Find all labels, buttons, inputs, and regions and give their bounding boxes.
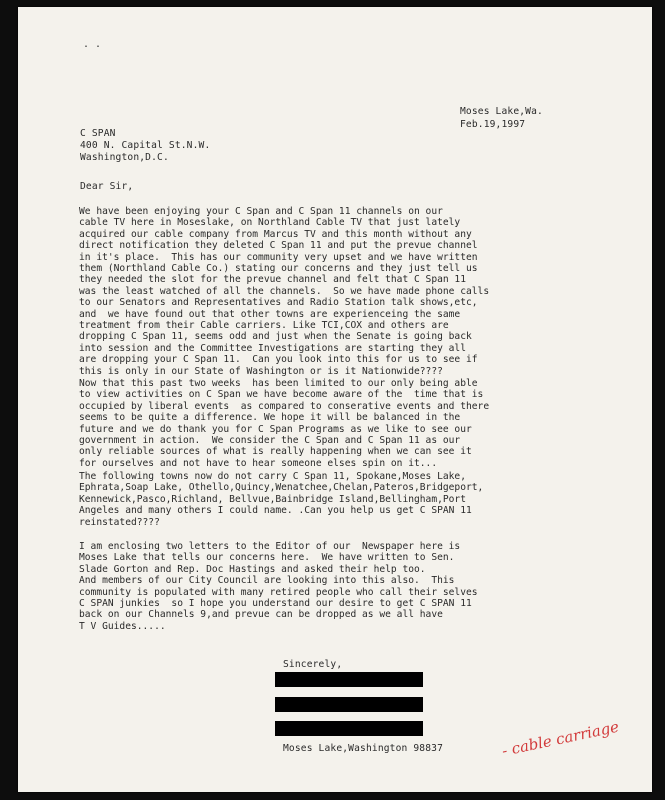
signature-location: Moses Lake,Washington 98837	[283, 743, 443, 754]
recipient-street: 400 N. Capital St.N.W.	[80, 140, 211, 151]
paragraph-line: acquired our cable company from Marcus TV and this month without any	[79, 228, 472, 240]
paragraph-line: Moses Lake that tells our concerns here. We have written to Sen.	[79, 552, 455, 564]
paragraph-line: them (Northland Cable Co.) stating our concerns and they just tell us	[79, 263, 478, 275]
paragraph-line: in it's place. This has our community very upset and we have written	[79, 251, 478, 263]
paragraph-1	[79, 206, 639, 377]
header-marks: . .	[83, 39, 102, 50]
paragraph-line: T V Guides.....	[79, 620, 166, 632]
paragraph-line: for ourselves and not have to hear someone elses spin on it...	[79, 457, 438, 469]
paragraph-line: occupied by liberal events as compared to conserative events and there	[79, 400, 490, 412]
redaction-bar	[275, 672, 423, 687]
paragraph-line: Slade Gorton and Rep. Doc Hastings and asked their help too.	[79, 563, 426, 575]
paragraph-line: this is only in our State of Washington or is it Nationwide????	[79, 365, 443, 377]
redaction-bar	[275, 721, 423, 736]
paragraph-2	[79, 378, 639, 469]
paragraph-line: dropping C Span 11, seems odd and just when the Senate is going back	[79, 331, 472, 343]
paragraph-line: direct notification they deleted C Span 11 and put the prevue channel	[79, 240, 478, 252]
paragraph-line: into session and the Committee Investigations are starting they all	[79, 342, 466, 354]
recipient-name: C SPAN	[80, 128, 116, 139]
paragraph-line: The following towns now do not carry C Span 11, Spokane,Moses Lake,	[79, 471, 466, 482]
paragraph-line: reinstated????	[79, 516, 160, 528]
paragraph-4	[79, 541, 639, 632]
paragraph-line: was the least watched of all the channels. So we have made phone calls	[79, 285, 490, 297]
sender-city: Moses Lake,Wa.	[460, 106, 543, 117]
paragraph-line: treatment from their Cable carriers. Like TCI,COX and others are	[79, 320, 449, 332]
paragraph-line: are dropping your C Span 11. Can you look into this for us to see if	[79, 354, 478, 366]
closing: Sincerely,	[283, 659, 343, 670]
paragraph-3	[79, 471, 639, 528]
paragraph-line: Ephrata,Soap Lake, Othello,Quincy,Wenatchee,Chelan,Pateros,Bridgeport,	[79, 482, 484, 494]
paragraph-line: Now that this past two weeks has been limited to our only being able	[79, 378, 478, 389]
paragraph-line: seems to be quite a difference. We hope it will be balanced in the	[79, 412, 461, 424]
recipient-city: Washington,D.C.	[80, 152, 169, 163]
letter-page	[18, 7, 652, 792]
paragraph-line: and we have found out that other towns are experienceing the same	[79, 308, 461, 320]
redaction-bar	[275, 697, 423, 712]
letter-date: Feb.19,1997	[460, 119, 526, 130]
paragraph-line: government in action. We consider the C Span and C Span 11 as our	[79, 435, 461, 447]
paragraph-line: And members of our City Council are looking into this also. This	[79, 575, 455, 587]
paragraph-line: future and we do thank you for C Span Programs as we like to see our	[79, 423, 472, 435]
paragraph-line: Angeles and many others I could name. .Can you help us get C SPAN 11	[79, 505, 472, 517]
paragraph-line: to our Senators and Representatives and Radio Station talk shows,etc,	[79, 297, 478, 309]
paragraph-line: to view activities on C Span we have become aware of the time that is	[79, 389, 484, 401]
paragraph-line: cable TV here in Moseslake, on Northland Cable TV that just lately	[79, 217, 461, 229]
paragraph-line: We have been enjoying your C Span and C Span 11 channels on our	[79, 206, 443, 217]
paragraph-line: they needed the slot for the prevue channel and felt that C Span 11	[79, 274, 466, 286]
paragraph-line: only reliable sources of what is really happening when we can see it	[79, 446, 472, 458]
handwritten-note: - cable carriage	[500, 717, 621, 760]
paragraph-line: community is populated with many retired people who call their selves	[79, 586, 478, 598]
paragraph-line: I am enclosing two letters to the Editor of our Newspaper here is	[79, 541, 461, 552]
paragraph-line: back on our Channels 9,and prevue can be dropped as we all have	[79, 609, 443, 621]
paragraph-line: C SPAN junkies so I hope you understand our desire to get C SPAN 11	[79, 598, 472, 610]
salutation: Dear Sir,	[80, 181, 134, 192]
paragraph-line: Kennewick,Pasco,Richland, Bellvue,Bainbridge Island,Bellingham,Port	[79, 493, 466, 505]
